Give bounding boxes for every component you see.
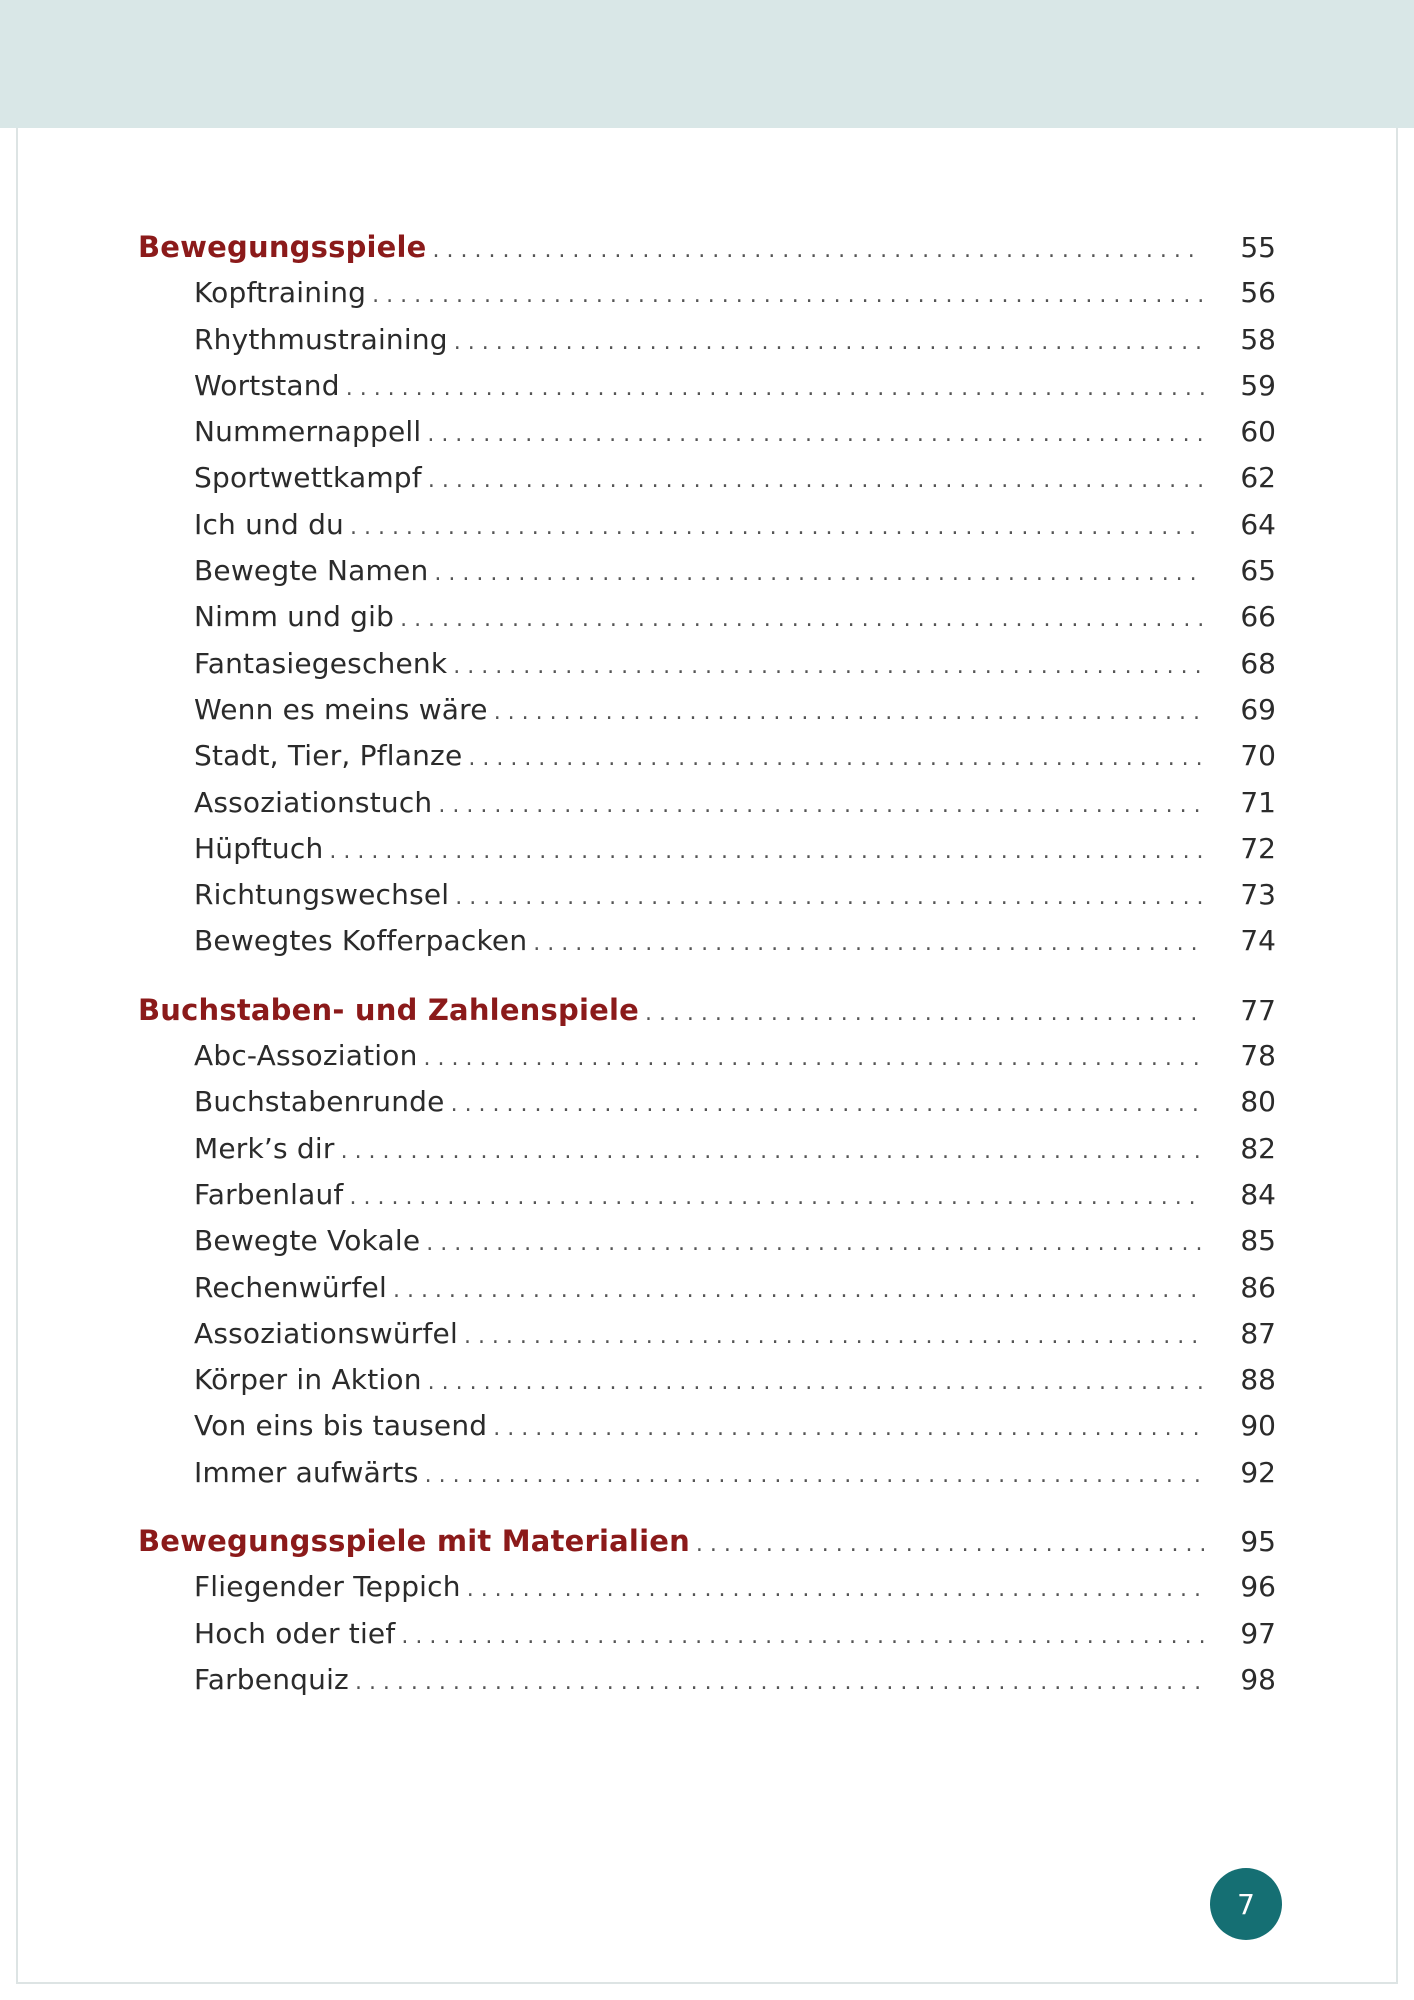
- toc-entry-page: 82: [1240, 1131, 1276, 1165]
- toc-entry[interactable]: [138, 924, 1276, 970]
- toc-heading[interactable]: [138, 230, 1276, 276]
- toc-heading-label: Buchstaben- und Zahlenspiele: [138, 992, 639, 1027]
- dot-leader: [428, 1370, 1204, 1395]
- toc-entry-label: Immer aufwärts: [194, 1455, 419, 1489]
- toc-entry-page: 85: [1240, 1224, 1276, 1258]
- toc-entry-label: Farbenquiz: [194, 1662, 349, 1696]
- toc-entry-label: Sportwettkampf: [194, 461, 422, 495]
- toc-entry-page: 71: [1240, 785, 1276, 819]
- toc-entry[interactable]: [138, 508, 1276, 554]
- dot-leader: [400, 607, 1204, 632]
- toc-entry-label: Von eins bis tausend: [194, 1409, 488, 1443]
- toc-entry-page: 90: [1240, 1409, 1276, 1443]
- toc-entry-page: 56: [1240, 276, 1276, 310]
- dot-leader: [468, 746, 1204, 771]
- dot-leader: [329, 839, 1204, 864]
- toc-entry-label: Buchstabenrunde: [194, 1085, 445, 1119]
- toc-entry-page: 92: [1240, 1455, 1276, 1489]
- toc-entry-label: Wortstand: [194, 368, 340, 402]
- toc-entry[interactable]: [138, 1570, 1276, 1616]
- toc-entry-page: 84: [1240, 1177, 1276, 1211]
- toc-entry-label: Rhythmustraining: [194, 322, 448, 356]
- toc-entry[interactable]: [138, 276, 1276, 322]
- toc-heading-page: 55: [1240, 231, 1276, 264]
- toc-entry-page: 70: [1240, 739, 1276, 773]
- toc-entry-label: Assoziationswürfel: [194, 1316, 458, 1350]
- toc-entry-page: 62: [1240, 461, 1276, 495]
- toc-entry-label: Stadt, Tier, Pflanze: [194, 739, 463, 773]
- dot-leader: [696, 1532, 1204, 1557]
- dot-leader: [346, 376, 1204, 401]
- toc-entry-page: 88: [1240, 1363, 1276, 1397]
- toc-entry-page: 72: [1240, 831, 1276, 865]
- toc-entry-label: Bewegtes Kofferpacken: [194, 924, 528, 958]
- dot-leader: [438, 793, 1204, 818]
- header-band: [0, 0, 1414, 128]
- toc-entry[interactable]: [138, 832, 1276, 878]
- dot-leader: [453, 654, 1204, 679]
- toc-entry-label: Fantasiegeschenk: [194, 646, 448, 680]
- dot-leader: [426, 1231, 1204, 1256]
- dot-leader: [350, 515, 1204, 540]
- toc-entry[interactable]: [138, 1617, 1276, 1663]
- dot-leader: [434, 561, 1204, 586]
- toc-entry[interactable]: [138, 1085, 1276, 1131]
- toc-entry-label: Abc-Assoziation: [194, 1039, 418, 1073]
- toc-heading-label: Bewegungsspiele mit Materialien: [138, 1524, 690, 1559]
- toc-entry[interactable]: [138, 1363, 1276, 1409]
- toc-entry[interactable]: [138, 786, 1276, 832]
- toc-entry-label: Nummernappell: [194, 415, 422, 449]
- dot-leader: [493, 1416, 1204, 1441]
- toc-entry[interactable]: [138, 1039, 1276, 1085]
- toc-entry-page: 66: [1240, 600, 1276, 634]
- toc-entry-page: 65: [1240, 554, 1276, 588]
- toc-entry-page: 59: [1240, 368, 1276, 402]
- toc-entry-label: Rechenwürfel: [194, 1270, 387, 1304]
- toc-entry[interactable]: [138, 647, 1276, 693]
- dot-leader: [393, 1278, 1204, 1303]
- toc-entry-page: 73: [1240, 878, 1276, 912]
- toc-entry[interactable]: [138, 1178, 1276, 1224]
- dot-leader: [455, 885, 1204, 910]
- toc-entry[interactable]: [138, 415, 1276, 461]
- toc-entry[interactable]: [138, 461, 1276, 507]
- toc-entry-page: 58: [1240, 322, 1276, 356]
- toc-heading[interactable]: [138, 1524, 1276, 1570]
- toc-entry[interactable]: [138, 1663, 1276, 1709]
- page-number-badge: 7: [1210, 1868, 1282, 1940]
- toc-entry-page: 78: [1240, 1039, 1276, 1073]
- table-of-contents: [138, 230, 1276, 1731]
- toc-heading[interactable]: [138, 993, 1276, 1039]
- toc-section-bewegungsspiele: [138, 230, 1276, 971]
- toc-entry-label: Hüpftuch: [194, 831, 324, 865]
- toc-entry-page: 96: [1240, 1570, 1276, 1604]
- toc-entry[interactable]: [138, 1317, 1276, 1363]
- toc-entry-label: Ich und du: [194, 507, 344, 541]
- toc-entry-page: 68: [1240, 646, 1276, 680]
- toc-heading-page: 95: [1240, 1525, 1276, 1559]
- dot-leader: [533, 931, 1204, 956]
- dot-leader: [425, 1463, 1204, 1488]
- dot-leader: [428, 468, 1204, 493]
- dot-leader: [401, 1624, 1204, 1649]
- toc-entry-label: Kopftraining: [194, 276, 367, 310]
- toc-entry-label: Assoziationstuch: [194, 785, 433, 819]
- toc-entry-label: Nimm und gib: [194, 600, 395, 634]
- toc-heading-page: 77: [1240, 993, 1276, 1027]
- toc-entry-label: Merk’s dir: [194, 1131, 335, 1165]
- toc-section-buchstaben-und-zahlenspiele: [138, 993, 1276, 1502]
- dot-leader: [464, 1324, 1204, 1349]
- toc-entry-page: 64: [1240, 507, 1276, 541]
- toc-entry[interactable]: [138, 323, 1276, 369]
- dot-leader: [494, 700, 1204, 725]
- toc-entry-label: Bewegte Namen: [194, 554, 429, 588]
- dot-leader: [424, 1046, 1204, 1071]
- dot-leader: [341, 1139, 1204, 1164]
- toc-entry[interactable]: [138, 739, 1276, 785]
- dot-leader: [451, 1092, 1204, 1117]
- toc-entry-page: 80: [1240, 1085, 1276, 1119]
- toc-entry[interactable]: [138, 878, 1276, 924]
- toc-entry-page: 97: [1240, 1616, 1276, 1650]
- toc-entry[interactable]: [138, 1271, 1276, 1317]
- dot-leader: [454, 330, 1204, 355]
- toc-entry-label: Richtungswechsel: [194, 878, 450, 912]
- dot-leader: [645, 1001, 1204, 1026]
- toc-section-bewegungsspiele-mit-materialien: [138, 1524, 1276, 1709]
- toc-entry[interactable]: [138, 1224, 1276, 1270]
- dot-leader: [467, 1577, 1204, 1602]
- toc-entry-label: Bewegte Vokale: [194, 1224, 421, 1258]
- toc-entry[interactable]: [138, 1456, 1276, 1502]
- toc-entry[interactable]: [138, 1132, 1276, 1178]
- toc-entry-page: 87: [1240, 1316, 1276, 1350]
- toc-entry-label: Hoch oder tief: [194, 1616, 396, 1650]
- toc-entry[interactable]: [138, 693, 1276, 739]
- toc-entry-label: Farbenlauf: [194, 1177, 344, 1211]
- toc-entry[interactable]: [138, 1409, 1276, 1455]
- toc-entry[interactable]: [138, 369, 1276, 415]
- toc-entry[interactable]: [138, 554, 1276, 600]
- dot-leader: [433, 238, 1204, 263]
- toc-entry-page: 74: [1240, 924, 1276, 958]
- toc-heading-label: Bewegungsspiele: [138, 230, 427, 264]
- toc-entry-page: 98: [1240, 1662, 1276, 1696]
- toc-entry-label: Fliegender Teppich: [194, 1570, 461, 1604]
- toc-entry-label: Wenn es meins wäre: [194, 692, 488, 726]
- toc-entry-page: 69: [1240, 692, 1276, 726]
- dot-leader: [350, 1185, 1205, 1210]
- toc-entry-page: 60: [1240, 415, 1276, 449]
- toc-entry-label: Körper in Aktion: [194, 1363, 422, 1397]
- dot-leader: [355, 1670, 1204, 1695]
- dot-leader: [427, 422, 1204, 447]
- toc-entry[interactable]: [138, 600, 1276, 646]
- toc-entry-page: 86: [1240, 1270, 1276, 1304]
- dot-leader: [372, 283, 1204, 308]
